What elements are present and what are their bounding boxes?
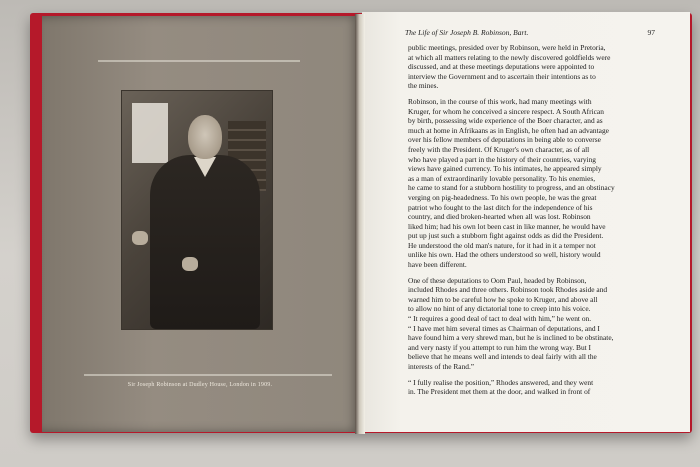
text-line: over his fellow members of deputations in being able to converse <box>408 135 601 145</box>
mount-rule-top <box>98 60 300 62</box>
figure-hand-left <box>132 231 148 245</box>
text-line: interview the Government and to ascertain their intentions as to <box>408 71 596 81</box>
text-line: as a man of extraordinarily lovable personality. To his enemies, <box>408 173 596 183</box>
text-line: verging on pig-headedness. To his own people, he was the great <box>408 192 597 202</box>
text-line: unlike his own. Had the others understood so well, history would <box>408 250 601 260</box>
photo-caption: Sir Joseph Robinson at Dudley House, London in 1909. <box>127 382 273 388</box>
text-line: and very nasty if you attempt to run him the wrong way. But I <box>408 342 592 352</box>
portrait-photo <box>121 90 273 330</box>
text-line: have been different. <box>408 260 467 270</box>
figure-body <box>150 155 260 329</box>
text-line: patriot who fought to the last ditch for the independence of his <box>408 202 593 212</box>
text-line: Kruger, for whom he conceived a sincere respect. A South African <box>408 106 604 116</box>
body-text <box>408 43 654 403</box>
paragraph <box>408 97 654 270</box>
text-line: who have played a part in the history of their countries, varying <box>408 154 596 164</box>
text-line: much at home in Afrikaans as in English, he often had an advantage <box>408 125 609 135</box>
text-line: freely with the President. Of Kruger's own character, as of all <box>408 144 590 154</box>
text-line: interests of the Rand.” <box>408 362 475 371</box>
paragraph <box>408 276 654 372</box>
book-gutter <box>355 14 365 434</box>
figure-head <box>188 115 222 159</box>
text-line: at which all matters relating to the newly discovered goldfields were <box>408 52 611 62</box>
text-line: One of these deputations to Oom Paul, headed by Robinson, <box>408 275 587 285</box>
text-line: by birth, possessing wide experience of the Boer character, and as <box>408 116 603 126</box>
text-line: views have gained currency. To his intimates, he appeared simply <box>408 164 602 174</box>
paragraph <box>408 378 654 397</box>
text-line: in. The President met them at the door, and walked in front of <box>408 387 591 397</box>
text-line: the mines. <box>408 81 439 91</box>
text-line: put up just such a stubborn fight against odds as did the President. <box>408 231 604 241</box>
mount-rule-bottom <box>84 374 332 376</box>
running-title: The Life of Sir Joseph B. Robinson, Bart. <box>405 28 529 37</box>
photo-window <box>132 103 168 163</box>
paragraph <box>408 43 654 91</box>
text-line: “ It requires a good deal of tact to deal with him,” he went on. <box>408 314 592 324</box>
text-line: discussed, and at these meetings deputations were appointed to <box>408 62 595 72</box>
text-line: have found him a very shrewd man, but he is inclined to be obstinate, <box>408 333 614 343</box>
text-line: liked him; had his own lot been cast in like manner, he would have <box>408 221 606 231</box>
text-line: “ I fully realise the position,” Rhodes answered, and they went <box>408 377 594 387</box>
figure-hand-right <box>182 257 198 271</box>
text-line: included Rhodes and three others. Robinson took Rhodes aside and <box>408 285 608 295</box>
text-line: Robinson, in the course of this work, had many meetings with <box>408 96 592 106</box>
text-line: “ I have met him several times as Chairman of deputations, and I <box>408 323 600 333</box>
text-line: to allow no hint of any dictatorial tone to creep into his voice. <box>408 304 591 314</box>
text-line: warned him to be careful how he spoke to Kruger, and above all <box>408 294 598 304</box>
text-line: public meetings, presided over by Robinson, were held in Pretoria, <box>408 43 606 52</box>
text-line: country, and died broken-hearted when all was lost. Robinson <box>408 212 591 222</box>
text-line: He understood the old man's nature, for it had in it a temper not <box>408 240 596 250</box>
text-line: believe that he means well and intends to deal fairly with all the <box>408 352 597 362</box>
page-number: 97 <box>647 28 655 37</box>
text-line: he came to stand for a stubborn hostility to progress, and an obstinacy <box>408 183 615 193</box>
